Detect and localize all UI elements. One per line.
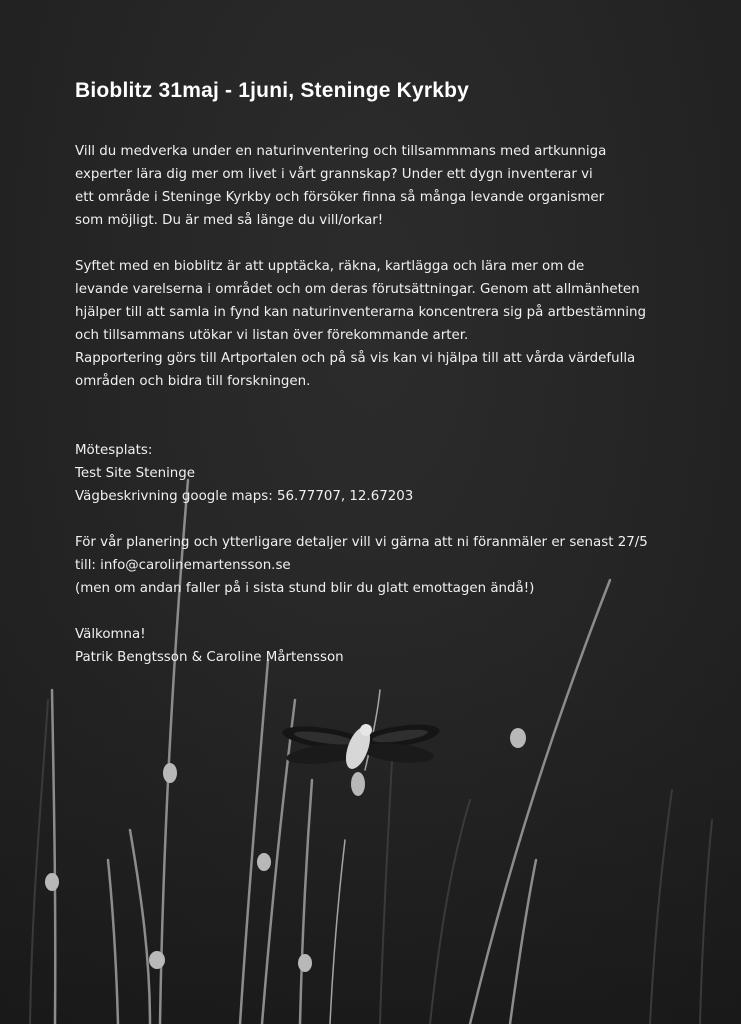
intro-paragraph xyxy=(75,140,695,232)
meeting-directions: Vägbeskrivning google maps: 56.77707, 12.67203 xyxy=(75,489,414,504)
registration-email: till: info@carolinemartensson.se xyxy=(75,558,291,573)
signature: Patrik Bengtsson & Caroline Mårtensson xyxy=(75,650,344,665)
intro-line: ett område i Steninge Kyrkby och försöker finna så många levande organismer xyxy=(75,190,605,205)
purpose-line: Syftet med en bioblitz är att upptäcka, räkna, kartlägga och lära mer om de xyxy=(75,259,585,274)
purpose-line: områden och bidra till forskningen. xyxy=(75,374,311,389)
registration-line: (men om andan faller på i sista stund blir du glatt emottagen ändå!) xyxy=(75,581,535,596)
meeting-place: Test Site Steninge xyxy=(75,466,196,481)
intro-line: experter lära dig mer om livet i vårt grannskap? Under ett dygn inventerar vi xyxy=(75,167,593,182)
meeting-label: Mötesplats: xyxy=(75,443,153,458)
purpose-line: levande varelserna i området och om deras förutsättningar. Genom att allmänheten xyxy=(75,282,640,297)
registration-line: För vår planering och ytterligare detaljer vill vi gärna att ni föranmäler er senast 27/5 xyxy=(75,535,648,550)
closing-section xyxy=(75,623,695,669)
meeting-section xyxy=(75,439,695,508)
registration-section xyxy=(75,531,695,600)
purpose-paragraph xyxy=(75,255,695,393)
intro-line: som möjligt. Du är med så länge du vill/orkar! xyxy=(75,213,384,228)
welcome-text: Välkomna! xyxy=(75,627,146,642)
purpose-line: hjälper till att samla in fynd kan naturinventerarna koncentrera sig på artbestämning xyxy=(75,305,646,320)
purpose-line: Rapportering görs till Artportalen och på så vis kan vi hjälpa till att vårda värdefulla xyxy=(75,351,636,366)
purpose-line: och tillsammans utökar vi listan över förekommande arter. xyxy=(75,328,469,343)
event-title: Bioblitz 31maj - 1juni, Steninge Kyrkby xyxy=(75,79,470,102)
flyer-text xyxy=(75,78,695,669)
intro-line: Vill du medverka under en naturinventering och tillsammmans med artkunniga xyxy=(75,144,607,159)
